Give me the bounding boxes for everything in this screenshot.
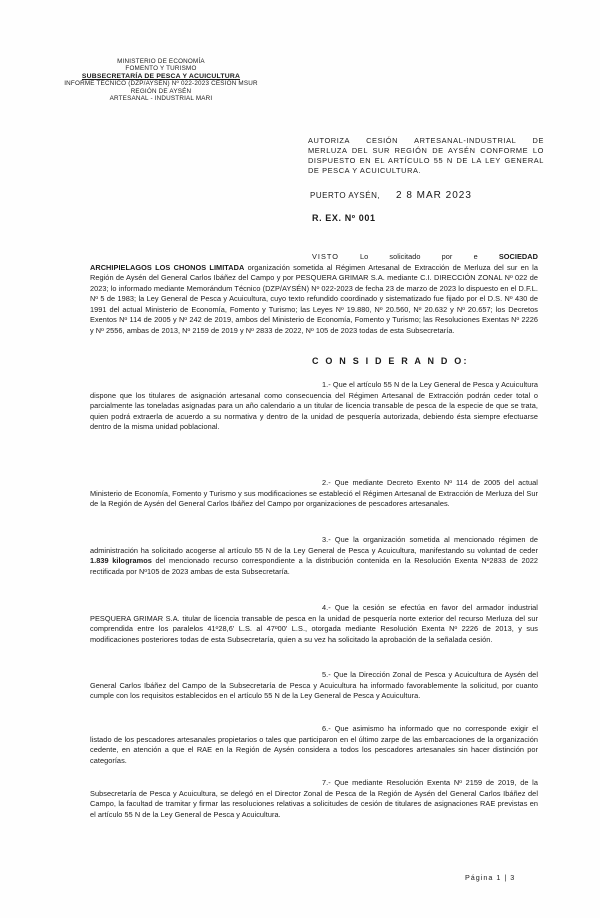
considerando-5 [90,670,538,702]
visto-label: VISTO [312,252,339,261]
place-date [310,190,472,201]
considerando-2-text: 2.- Que mediante Decreto Exento Nº 114 de 2005 del actual Ministerio de Economía, Fomento y Turismo y sus modificaciones se estableció el Régimen Artesanal de Extracción de Merluza del Sur de la Región de Aysén del General Carlos Ibáñez del Campo por organizaciones de pescadores artesanales. [90,478,538,508]
considerando-heading: C O N S I D E R A N D O: [312,356,469,366]
considerando-3-text [90,535,538,577]
considerando-6-text: 6.- Que asimismo ha informado que no corresponde exigir el listado de los pescadores artesanales propietarios o tales que participaron en el último zarpe de las embarcaciones de la organización cedente, en atención a que el RAE en la Región de Aysén considera a todos los pescadores artesanales sin hacer distinción por categorías. [90,724,538,765]
considerando-5-text: 5.- Que la Dirección Zonal de Pesca y Acuicultura de Aysén del General Carlos Ibáñez del Campo de la Subsecretaría de Pesca y Acuicultura ha informado favorablemente la solicitud, por cuanto cumple con los requisitos establecidos en el artículo 55 N de la Ley General de Pesca y Acuicultura. [90,670,538,700]
considerando-3-b: del mencionado recurso correspondiente a la distribución contenida en la Resolución Exenta Nº2833 de 2022 rectificada por Nº105 de 2023 ambas de esta Subsecretaría. [90,556,538,576]
visto-org-b: ARCHIPIELAGOS LOS CHONOS LIMITADA [90,262,245,272]
considerando-4-text: 4.- Que la cesión se efectúa en favor del armador industrial PESQUERA GRIMAR S.A. titular de licencia transable de pesca en la unidad de pesquería norte exterior del recurso Merluza del sur comprendida entre los paralelos 41º28,6' L.S. al 47º00' L.S., otorgada mediante Resolución Exenta Nº 2226 de 2013, y sus modificaciones posteriores todas de esta Subsecretaría, quien a su vez ha solicitado la aprobación de la señalada cesión. [90,603,538,644]
considerando-3 [90,535,538,577]
visto-lead: Lo solicitado por [360,252,453,261]
visto-first-line [90,252,538,263]
report-reference: INFORME TÉCNICO (DZP/AYSÉN) Nº 022-2023 CESIÓN MSUR [64,80,258,88]
considerando-3-qty: 1.839 kilogramos [90,556,152,565]
page-number: Página 1 | 3 [465,873,516,882]
subsecretaria-name: SUBSECRETARÍA DE PESCA Y ACUICULTURA [81,72,241,80]
resolution-number: R. EX. Nº 001 [312,213,376,223]
place: PUERTO AYSÉN, [310,191,381,200]
ministry-name: MINISTERIO DE ECONOMÍA [117,58,205,65]
region-label: REGIÓN DE AYSÉN [130,87,192,95]
considerando-3-a: 3.- Que la organización sometida al mencionado régimen de administración ha solicitado acogerse al artículo 55 N de la Ley General de Pesca y Acuicultura, manifestando su voluntad de ceder [90,535,538,555]
visto-body [90,263,538,337]
visto-rest: organización sometida al Régimen Artesanal de Extracción de Merluza del sur en la Región de Aysén del General Carlos Ibáñez del Campo y por PESQUERA GRIMAR S.A. mediante C.I. DIRECCIÓN ZONAL Nº 022 de 2023; lo informado mediante Memorándum Técnico (DZP/AYSÉN) Nº 022-2023 de fecha 23 de marzo de 2023 lo dispuesto en el D.F.L. Nº 5 de 1983; la Ley General de Pesca y Acuicultura, cuyo texto refundido coordinado y sistematizado fue fijado por el D.S. Nº 430 de 1991 del actual Ministerio de Economía, Fomento y Turismo; las Leyes Nº 19.880, Nº 20.560, Nº 20.632 y Nº 20.657; los Decretos Exentos Nº 114 de 2005 y Nº 242 de 2019, ambos del Ministerio de Economía, Fomento y Turismo; las Resoluciones Exentas Nº 2226 y Nº 2556, ambas de 2013, Nº 2159 de 2019 y Nº 2833 de 2022, Nº 105 de 2023 todas de esta Subsecretaría. [90,262,538,335]
considerando-7 [90,778,538,820]
considerando-1 [90,380,538,433]
area-label: ARTESANAL - INDUSTRIAL MARI [109,95,213,103]
visto-org-a: SOCIEDAD [498,252,538,261]
ministry-subname: FOMENTO Y TURISMO [125,65,197,73]
letterhead [46,58,276,102]
date-stamp: 2 8 MAR 2023 [396,190,472,201]
visto-e: e [473,252,478,261]
considerando-6 [90,724,538,766]
resolution-title: AUTORIZA CESIÓN ARTESANAL-INDUSTRIAL DE MERLUZA DEL SUR REGIÓN DE AYSÉN CONFORME LO DISPUESTO EN EL ARTÍCULO 55 N DE LA LEY GENERAL DE PESCA Y ACUICULTURA. [308,136,544,175]
considerando-7-text: 7.- Que mediante Resolución Exenta Nº 2159 de 2019, de la Subsecretaría de Pesca y Acuicultura, se delegó en el Director Zonal de Pesca de la Región de Aysén del General Carlos Ibáñez del Campo, la facultad de tramitar y firmar las resoluciones relativas a solicitudes de cesión de titulares de asignaciones RAE previstas en el artículo 55 N de la Ley General de Pesca y Acuicultura. [90,778,538,819]
visto-paragraph [90,252,538,336]
considerando-1-text: 1.- Que el artículo 55 N de la Ley General de Pesca y Acuicultura dispone que los titulares de asignación artesanal como consecuencia del Régimen Artesanal de Extracción podrán ceder total o parcialmente las toneladas asignadas para un año calendario a un titular de licencia transable de pesca de la especie de que se trata, quien podrá extraerla de acuerdo a su normativa y dentro de la unidad de pesquería autorizada, debiendo ésta siempre efectuarse dentro de la misma unidad poblacional. [90,380,538,431]
considerando-2 [90,478,538,510]
considerando-4 [90,603,538,645]
